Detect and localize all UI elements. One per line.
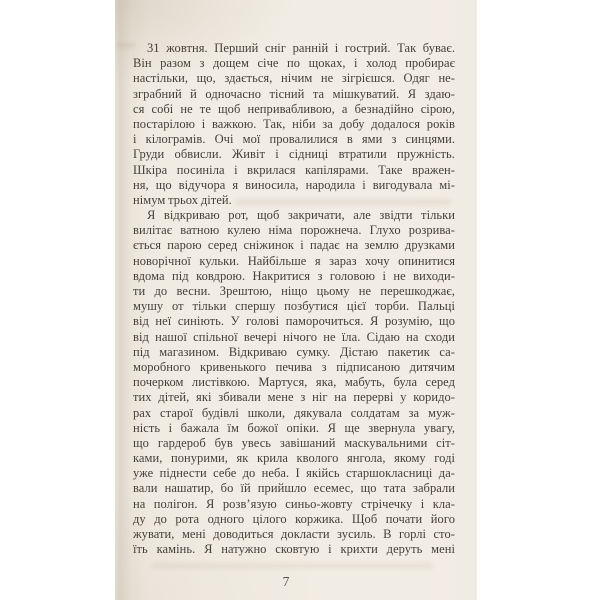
text-line: під магазином. Відкриваю сумку. Дістаю пакетик са- bbox=[133, 344, 455, 359]
text-line: новорічної кульки. Найбільше я зараз хочу опинитися bbox=[133, 253, 455, 268]
text-line: постарілою і важкою. Так, ніби за добу додалося років bbox=[133, 116, 455, 131]
text-line: їть камінь. Я натужно сковтую і крихти деруть мені bbox=[133, 542, 455, 557]
text-line: від нашої спільної вечері нічого не їла. Сідаю на сходи bbox=[133, 329, 455, 344]
page-text-block bbox=[133, 41, 455, 557]
text-line: ня, що відучора я виносила, народила і вигодувала мі- bbox=[133, 177, 455, 192]
text-line: ність і бажала їм божої опіки. Я ще звернула увагу, bbox=[133, 420, 455, 435]
text-line: і кілограмів. Очі мої провалилися в ями з синцями. bbox=[133, 132, 455, 147]
text-line: рах старої будівлі школи, дякувала солдатам за муж- bbox=[133, 405, 455, 420]
text-line: ти до весни. Зрештою, ніщо цьому не перешкоджає, bbox=[133, 284, 455, 298]
text-line: мушу от тільки спершу позбутися цієї торби. Пальці bbox=[133, 299, 455, 314]
text-line: від неї синіють. У голові паморочиться. Я розумію, що bbox=[133, 314, 455, 329]
text-line: почерком листівкою. Мартуся, яка, мабуть, була серед bbox=[133, 375, 455, 390]
text-line: зграбний й одночасно тісний та мішкуватий. Я здаю- bbox=[133, 86, 455, 101]
bleed-through-artifact bbox=[151, 563, 433, 569]
text-line: що гардероб був увесь завішаний маскувальними сіт- bbox=[133, 435, 455, 450]
text-line: вдома під ковдрою. Накритися з головою і не виходи- bbox=[133, 268, 455, 283]
text-line: вилітає ватною кулею німа порожнеча. Глухо розрива- bbox=[133, 223, 455, 238]
book-page-photo bbox=[115, 0, 477, 600]
text-line: на полігон. Я розв’язую синьо-жовту стрічечку і кла- bbox=[133, 496, 455, 511]
text-line: тих дітей, які збивали мене з ніг на перерві у коридо- bbox=[133, 390, 455, 405]
text-line: ду до рота одного цілого коржика. Щоб почати його bbox=[133, 511, 455, 526]
text-line: моробного кривенького печива з підписаною дитячим bbox=[133, 359, 455, 374]
text-line: ється парою серед сніжинок і падає на землю друзками bbox=[133, 238, 455, 253]
text-line: Шкіра посиніла і вкрилася капілярами. Таке вражен- bbox=[133, 162, 455, 177]
text-line: ся собі не те щоб непривабливою, а безнадійно сірою, bbox=[133, 101, 455, 116]
text-line: жувати, мені доводиться докласти зусиль. В горлі сто- bbox=[133, 527, 455, 541]
text-line: німум трьох дітей. bbox=[133, 192, 232, 207]
text-line: Я відкриваю рот, щоб закричати, але звідти тільки bbox=[147, 208, 455, 223]
page-number: 7 bbox=[282, 574, 290, 589]
text-line: уже піднести себе до неба. І якійсь старшокласниці да- bbox=[133, 466, 455, 481]
text-line: настільки, що, здається, нічим не зігрієшся. Одяг не- bbox=[133, 71, 455, 86]
text-line: 31 жовтня. Перший сніг ранній і гострий. Так буває. bbox=[147, 41, 455, 55]
text-line: ками, понурими, як крила кволого янгола, якому годі bbox=[133, 451, 455, 466]
text-line: Він разом з дощем січе по щоках, і холод пробирає bbox=[133, 56, 455, 71]
text-line: вали нашатир, бо їй прийшло есемес, що тата забрали bbox=[133, 481, 455, 496]
text-line: Груди обвисли. Живіт і сідниці втратили пружність. bbox=[133, 147, 455, 162]
